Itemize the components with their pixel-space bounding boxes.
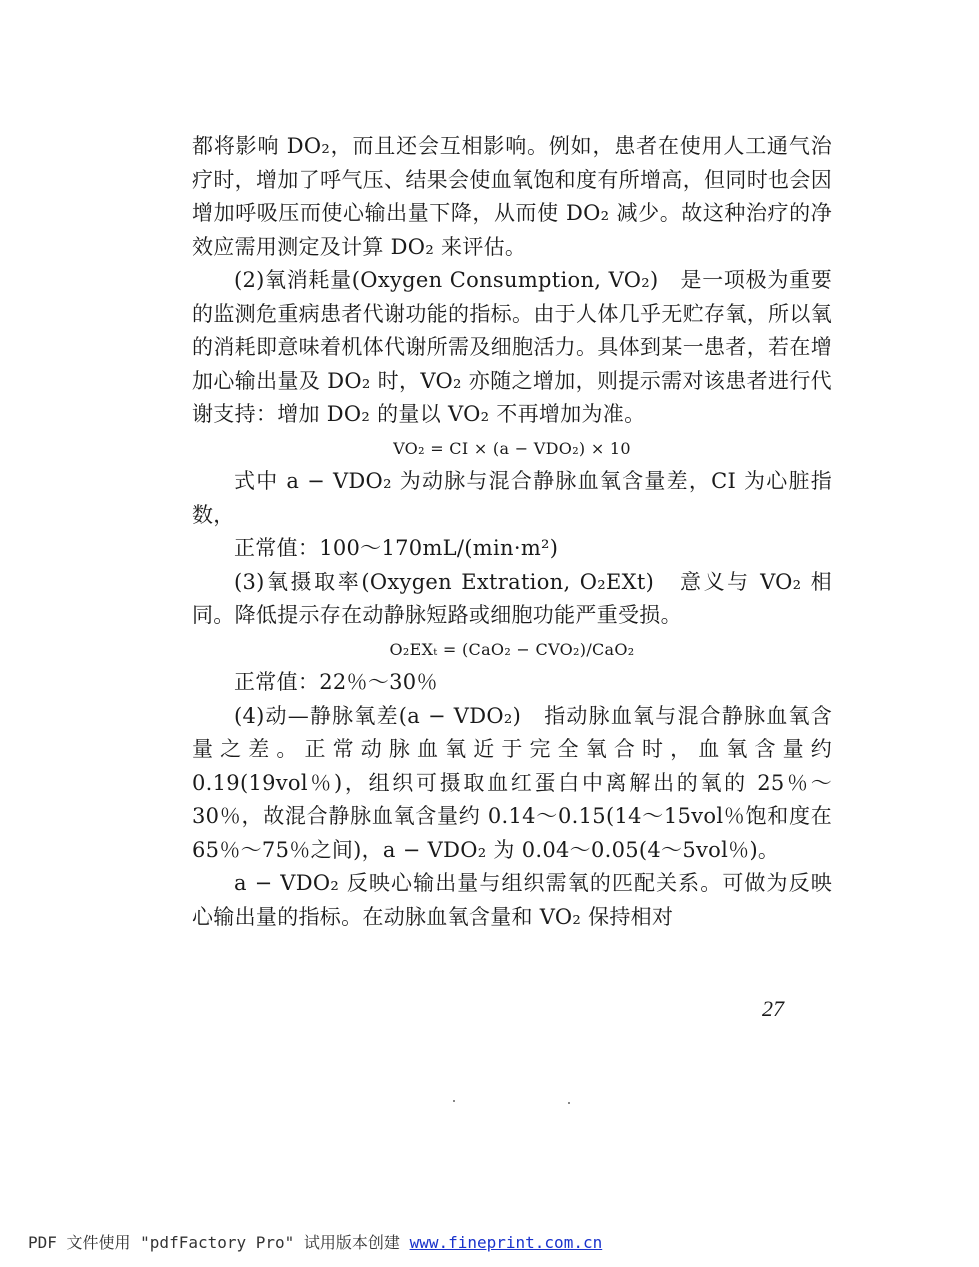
normal-value-vo2: 正常值：100～170mL/(min·m²) xyxy=(234,536,559,560)
paragraph-oxygen-consumption: (2)氧消耗量(Oxygen Consumption, VO₂) 是一项极为重要的监测危重病患者代谢功能的指标。由于人体几乎无贮存氧，所以氧的消耗即意味着机体代谢所需及细胞活力。具体到某一患者，若在增加心输出量及 DO₂ 时，VO₂ 亦随之增加，则提示需对该患者进行代谢支持：增加 DO₂ 的量以 VO₂ 不再增加为准。 xyxy=(192,268,832,426)
paragraph-formula-note: 式中 a − VDO₂ 为动脉与混合静脉血氧含量差，CI 为心脏指数， xyxy=(192,469,832,527)
page-number: 27 xyxy=(762,996,784,1021)
paragraph-avdo2-meaning: a − VDO₂ 反映心输出量与组织需氧的匹配关系。可做为反映心输出量的指标。在动脉血氧含量和 VO₂ 保持相对 xyxy=(192,871,832,929)
paragraph-1: 都将影响 DO₂，而且还会互相影响。例如，患者在使用人工通气治疗时，增加了呼气压、结果会使血氧饱和度有所增高，但同时也会因增加呼吸压而使心输出量下降，从而使 DO₂ 减少。故这种治疗的净效应需用测定及计算 DO₂ 来评估。 xyxy=(192,134,832,259)
paragraph-oxygen-extraction: (3)氧摄取率(Oxygen Extration, O₂EXt) 意义与 VO₂ 相同。降低提示存在动静脉短路或细胞功能严重受损。 xyxy=(192,569,832,627)
normal-value-o2ext: 正常值：22％～30％ xyxy=(234,670,438,694)
pdf-footer xyxy=(28,1230,602,1253)
footer-link[interactable]: www.fineprint.com.cn xyxy=(409,1233,603,1252)
scan-speck xyxy=(568,1102,570,1104)
paragraph-av-oxygen-difference: (4)动—静脉氧差(a − VDO₂) 指动脉血氧与混合静脉血氧含量之差。正常动脉血氧近于完全氧合时，血氧含量约 0.19(19vol％)，组织可摄取血红蛋白中离解出的氧的 25％～30％，故混合静脉血氧含量约 0.14～0.15(14～15vol％饱和度在 65％～75％之间)，a − VDO₂ 为 0.04～0.05(4～5vol％)。 xyxy=(192,703,832,862)
footer-text: PDF 文件使用 "pdfFactory Pro" 试用版本创建 xyxy=(28,1233,410,1252)
body-text xyxy=(192,130,832,934)
scan-speck xyxy=(453,1100,455,1102)
formula-o2ext: O₂EXₜ = (CaO₂ − CVO₂)/CaO₂ xyxy=(389,639,635,659)
formula-vo2: VO₂ = CI × (a − VDO₂) × 10 xyxy=(393,438,631,458)
